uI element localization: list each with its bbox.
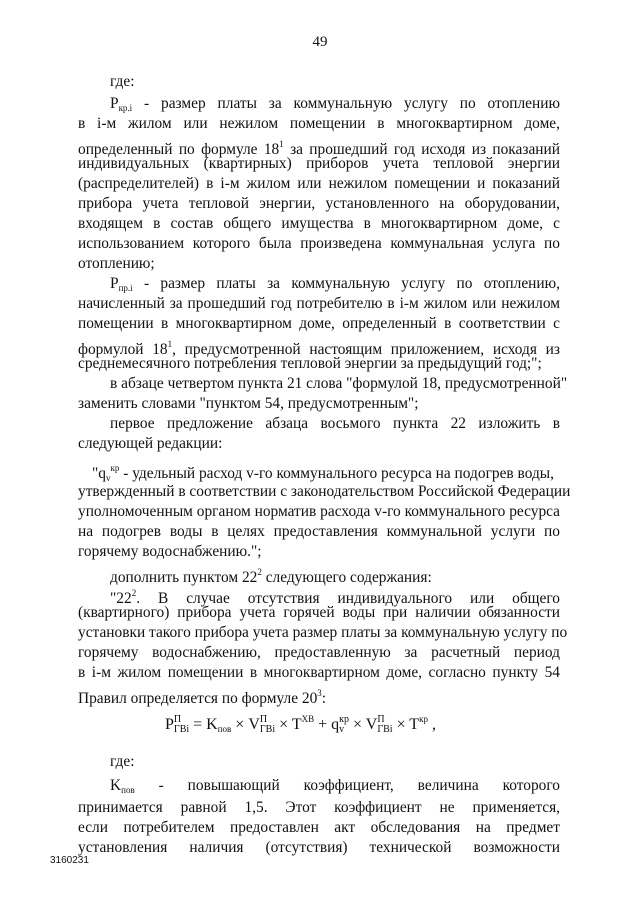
p-pr-symbol: $P_{пр.i}$ xyxy=(110,275,133,293)
text-line: входящем в состав общего имущества в многоквартирном доме, с xyxy=(78,215,560,232)
text-line: определенный по формуле $18^1$ за прошедший год исходя из показаний xyxy=(78,139,561,158)
text-line: утвержденный в соответствии с законодательством Российской Федерации xyxy=(78,483,571,500)
where-label: где: xyxy=(110,73,135,90)
text-line: если потребителем предоставлен акт обследования на предмет xyxy=(78,819,560,836)
text-line: отоплению; xyxy=(78,255,155,272)
text-line: установки такого прибора учета размер платы за коммунальную услугу по xyxy=(78,624,568,641)
k-pov-symbol: $K_{пов}$ xyxy=(110,777,135,795)
text-line: следующей редакции: xyxy=(78,435,223,452)
add-item-22-2: дополнить пунктом $22^2$ следующего содержания: xyxy=(110,567,432,586)
text-line: уполномоченным органом норматив расхода v-го коммунального ресурса xyxy=(78,503,560,520)
p-kr-definition: $P_{кр.i}$ - размер платы за коммунальную услугу по отоплению xyxy=(110,95,560,113)
text-line: начисленный за прошедший год потребителю в i-м жилом или нежилом xyxy=(78,295,560,312)
item-22-2-text: "$22^2$. В случае отсутствия индивидуального или общего xyxy=(110,588,560,607)
where-label-2: где: xyxy=(110,753,135,770)
formula-q-indices: кр v xyxy=(339,714,350,736)
text-line: в i-м жилом помещении в многоквартирном доме, согласно пункту 54 xyxy=(78,664,560,681)
p-kr-symbol: $P_{кр.i}$ xyxy=(110,95,133,113)
text-line: в i-м жилом или нежилом помещении в многоквартирном доме, xyxy=(78,115,560,132)
text-line: установления наличия (отсутствия) технической возможности xyxy=(78,839,560,856)
q-symbol: $q_v^{кр}$ xyxy=(98,463,120,483)
text-line: среднемесячного потребления тепловой энергии за предыдущий год;"; xyxy=(78,355,542,372)
page-number: 49 xyxy=(312,34,328,50)
text-line: формулой $18^1$, предусмотренной настоящим приложением, исходя из xyxy=(78,339,560,358)
text-line: прибора учета тепловой энергии, установленного на оборудовании, xyxy=(78,195,560,212)
document-id: 3160231 xyxy=(50,855,89,866)
q-definition: "$q_v^{кр}$ - удельный расход v-го коммунального ресурса на подогрев воды, xyxy=(92,463,554,483)
formula-v-indices: П ГВi xyxy=(259,714,276,736)
formula-v2-indices: П ГВi xyxy=(377,714,393,736)
text-line: (распределителей) в i-м жилом или нежилом помещении и показаний xyxy=(78,175,560,192)
text-line: использованием которого была произведена коммунальная услуга по xyxy=(78,235,560,252)
text-line: помещении в многоквартирном доме, определенный в соответствии с xyxy=(78,315,560,332)
text-line: (квартирного) прибора учета горячей воды при наличии обязанности xyxy=(78,604,560,621)
text-line: индивидуальных (квартирных) приборов учета тепловой энергии xyxy=(78,155,560,172)
p-pr-definition: $P_{пр.i}$ - размер платы за коммунальную услугу по отоплению, xyxy=(110,275,560,293)
text-line: на подогрев воды в целях предоставления коммунальной услуги по xyxy=(78,523,560,540)
text-line: горячему водоснабжению, предоставленную за расчетный период xyxy=(78,644,560,661)
amendment-21: в абзаце четвертом пункта 21 слова "формулой 18, предусмотренной" xyxy=(110,375,568,392)
text-line: заменить словами "пунктом 54, предусмотренным"; xyxy=(78,395,419,412)
formula-20-3: P П ГВi = $K_{пов} \times V$ П ГВi × $T^{ХВ} + q$ кр v × V П ГВi × $T^{кр}$ , xyxy=(165,714,436,736)
k-pov-definition: $K_{пов}$ - повышающий коэффициент, величина которого xyxy=(110,777,560,795)
text-line: Правил определяется по формуле $20^3$: xyxy=(78,688,327,707)
formula-lhs-indices: П ГВi xyxy=(173,714,190,736)
text-line: горячему водоснабжению."; xyxy=(78,543,262,560)
amendment-22: первое предложение абзаца восьмого пункта 22 изложить в xyxy=(110,415,560,432)
text-line: принимается равной 1,5. Этот коэффициент не применяется, xyxy=(78,799,560,816)
